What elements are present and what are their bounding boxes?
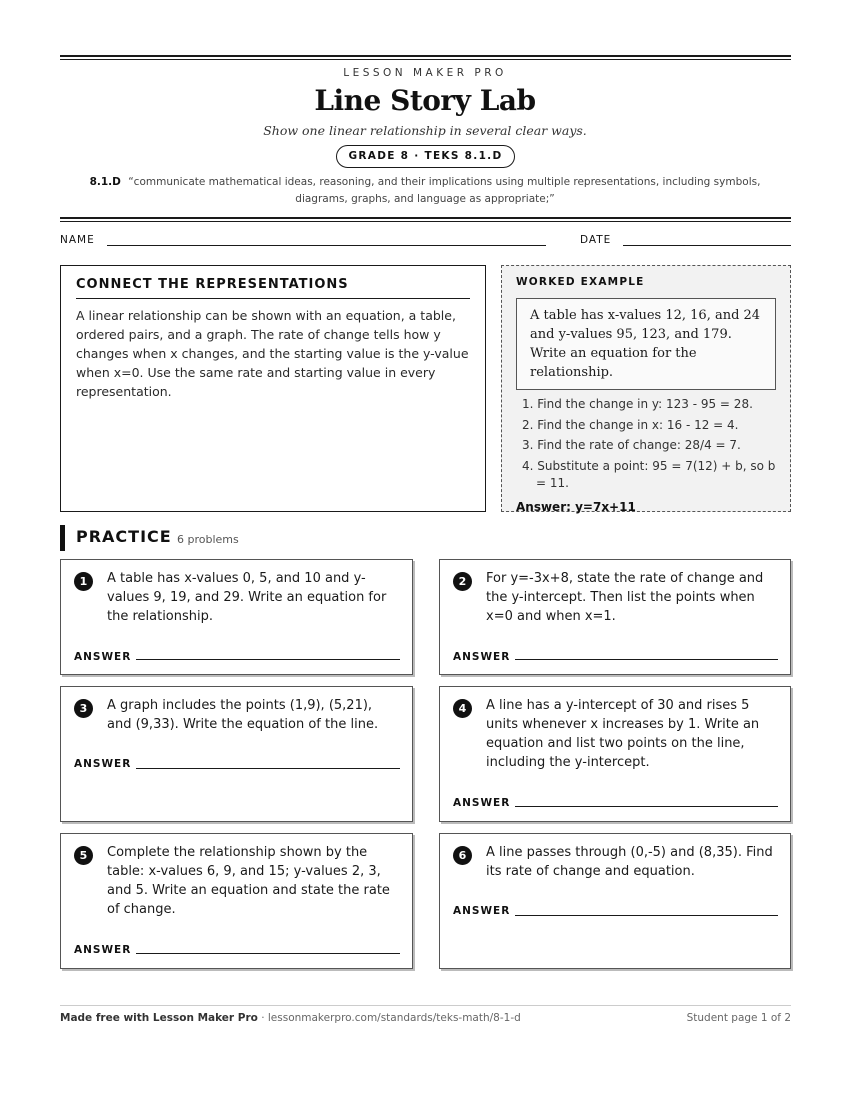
worked-example-box (501, 265, 791, 512)
name-label: NAME (60, 234, 95, 246)
problem-number-badge: 5 (74, 846, 93, 865)
answer-label: ANSWER (74, 651, 132, 663)
problem-text: A table has x-values 0, 5, and 10 and y-values 9, 19, and 29. Write an equation for the relationship. (107, 571, 387, 624)
problem-card-1 (60, 559, 413, 675)
date-label: DATE (580, 234, 612, 246)
standard-text: “communicate mathematical ideas, reasoning, and their implications using multiple representations, including symbols, diagrams, graphs, and language as appropriate;” (128, 176, 761, 205)
answer-label: ANSWER (74, 944, 132, 956)
name-field[interactable] (107, 245, 546, 246)
page-title: Line Story Lab (314, 84, 536, 117)
worked-example-step: 2. Find the change in x: 16 - 12 = 4. (522, 417, 739, 432)
problem-text: A line passes through (0,-5) and (8,35). Find its rate of change and equation. (486, 845, 773, 879)
connect-title: CONNECT THE REPRESENTATIONS (76, 277, 470, 299)
answer-line-4[interactable] (515, 806, 778, 807)
worked-example-step: 1. Find the change in y: 123 - 95 = 28. (522, 397, 753, 411)
date-field[interactable] (623, 245, 791, 246)
grade-badge: GRADE 8 · TEKS 8.1.D (336, 145, 515, 168)
worked-example-problem: A table has x-values 12, 16, and 24 and y-values 95, 123, and 179. Write an equation for the relationship. (516, 298, 776, 390)
problem-number-badge: 2 (453, 572, 472, 591)
footer-made-with: Made free with Lesson Maker Pro (60, 1012, 258, 1024)
top-double-rule (60, 55, 791, 60)
footer-credit (60, 1012, 521, 1024)
problem-card-6 (439, 833, 791, 969)
footer-url[interactable]: · lessonmakerpro.com/standards/teks-math/8-1-d (257, 1012, 521, 1024)
worked-example-answer: Answer: y=7x+11 (516, 499, 636, 514)
worked-example-title: WORKED EXAMPLE (516, 276, 645, 288)
problem-card-5 (60, 833, 413, 969)
problem-text: Complete the relationship shown by the table: x-values 6, 9, and 15; y-values 2, 3, and 5. Write an equation and state the rate of change. (107, 845, 390, 917)
answer-label: ANSWER (453, 905, 511, 917)
practice-title: PRACTICE (76, 527, 172, 546)
standard-code: 8.1.D (89, 176, 121, 188)
footer-page-number: Student page 1 of 2 (686, 1012, 791, 1024)
practice-accent-bar (60, 525, 65, 551)
answer-label: ANSWER (74, 758, 132, 770)
problem-card-4 (439, 686, 791, 822)
problem-number-badge: 1 (74, 572, 93, 591)
brand-label: LESSON MAKER PRO (343, 67, 507, 79)
page-subtitle: Show one linear relationship in several clear ways. (263, 123, 587, 138)
worked-example-steps (516, 396, 776, 492)
problem-text: A line has a y-intercept of 30 and rises 5 units whenever x increases by 1. Write an equation and list two points on the line, including the y-intercept. (486, 698, 760, 770)
answer-line-3[interactable] (136, 768, 400, 769)
practice-count: 6 problems (177, 533, 239, 546)
standard-statement (80, 174, 770, 208)
header-double-rule (60, 217, 791, 222)
worked-example-step: 3. Find the rate of change: 28/4 = 7. (522, 438, 741, 452)
problem-number-badge: 4 (453, 699, 472, 718)
problem-card-3 (60, 686, 413, 822)
problem-number-badge: 6 (453, 846, 472, 865)
answer-line-6[interactable] (515, 915, 778, 916)
answer-line-1[interactable] (136, 659, 400, 660)
connect-body: A linear relationship can be shown with an equation, a table, ordered pairs, and a graph. The rate of change tells how y changes when x changes, and the starting value is the y-value when x=0. Use the same rate and starting value in every representation. (76, 308, 469, 399)
problem-number-badge: 3 (74, 699, 93, 718)
problem-text: A graph includes the points (1,9), (5,21), and (9,33). Write the equation of the line. (107, 698, 379, 732)
problem-card-2 (439, 559, 791, 675)
problem-text: For y=-3x+8, state the rate of change and the y-intercept. Then list the points when x=0 and when x=1. (486, 571, 764, 624)
answer-label: ANSWER (453, 651, 511, 663)
answer-label: ANSWER (453, 797, 511, 809)
connect-representations-box (60, 265, 486, 512)
answer-line-5[interactable] (136, 953, 400, 954)
worked-example-step: 4. Substitute a point: 95 = 7(12) + b, so b = 11. (522, 458, 776, 490)
answer-line-2[interactable] (515, 659, 778, 660)
footer-rule (60, 1005, 791, 1006)
